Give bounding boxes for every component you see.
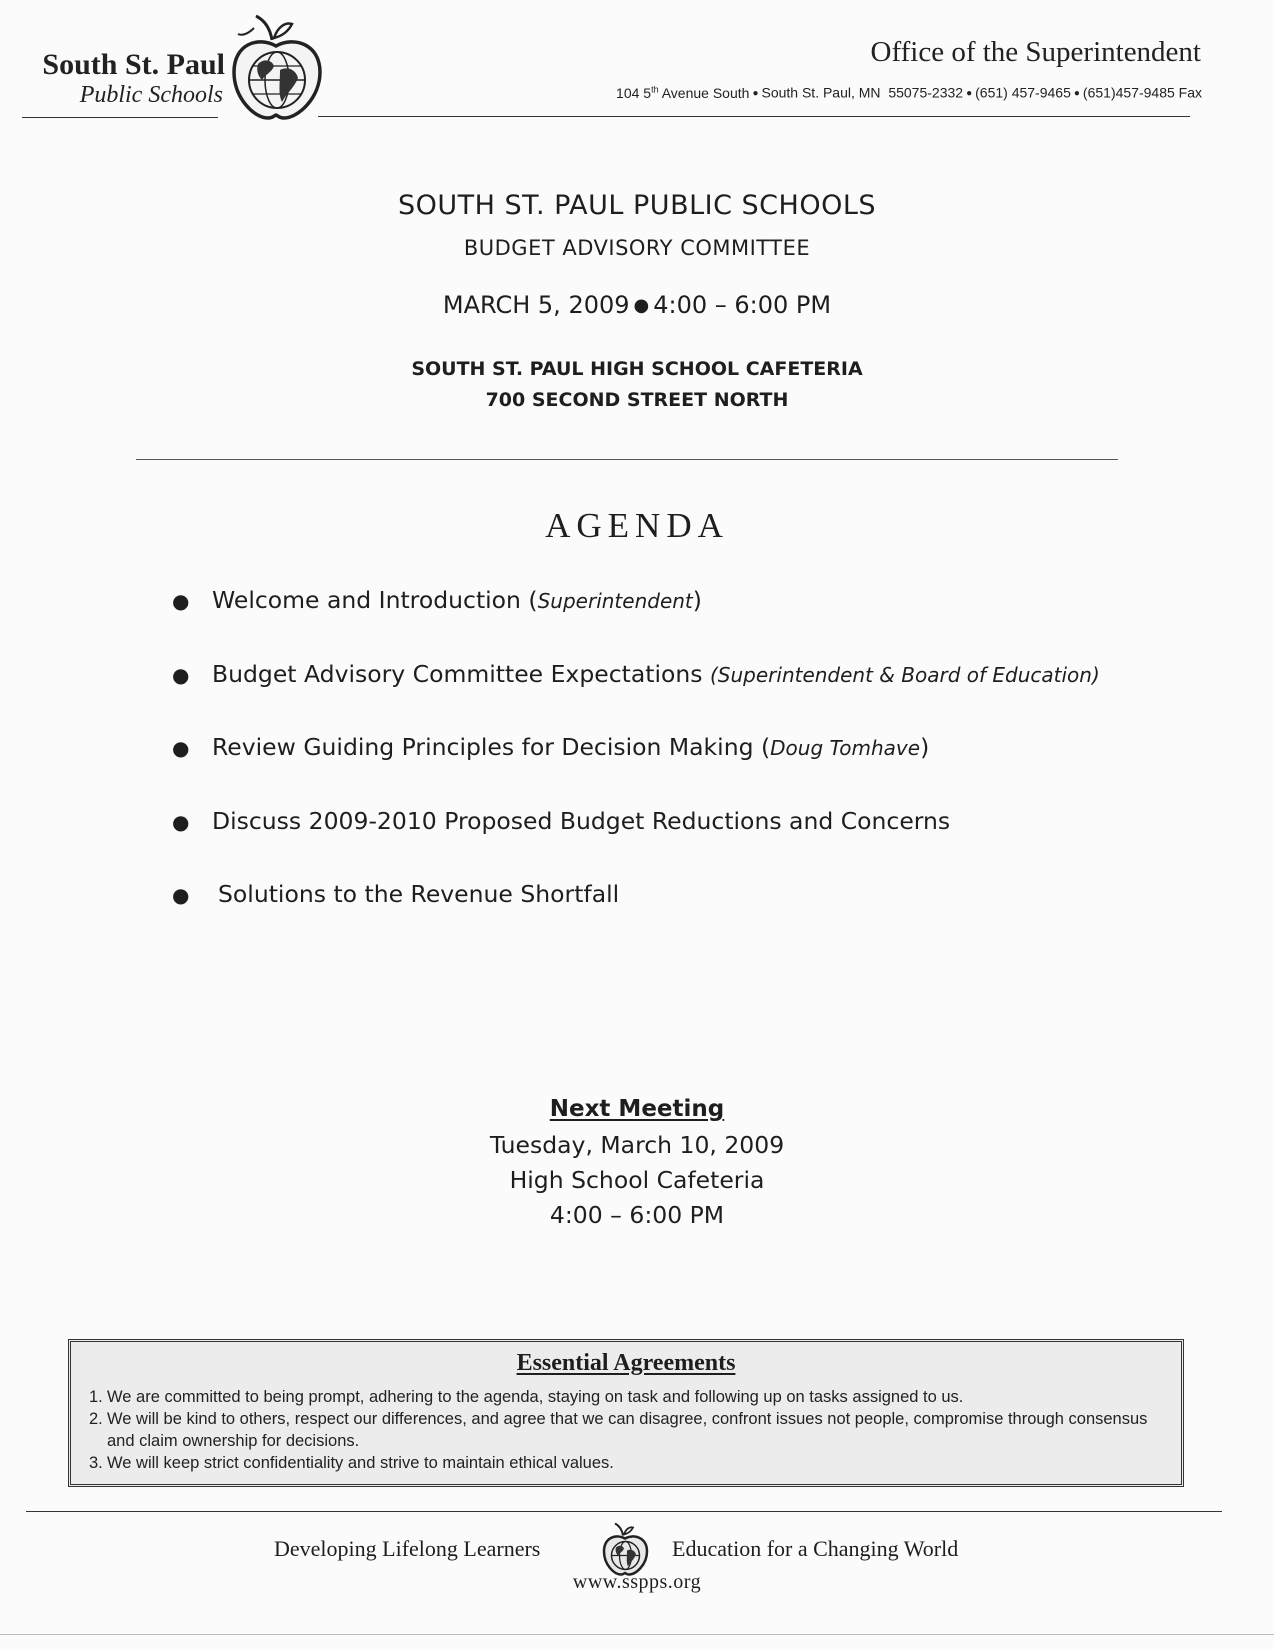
district-name: South St. Paul [42, 48, 225, 81]
agreement-item: 2. We will be kind to others, respect our differences, and agree that we can disagree, confront issues not people, compromise through consensus and claim ownership for decisions. [89, 1410, 1148, 1450]
agenda-item: ● Welcome and Introduction (Superintendent) [172, 586, 702, 614]
agenda-presenter: Doug Tomhave [770, 736, 921, 760]
agenda-presenter: Superintendent [537, 589, 693, 613]
agenda-item: ● Discuss 2009-2010 Proposed Budget Reductions and Concerns [172, 806, 951, 835]
footer-tagline-right: Education for a Changing World [672, 1536, 959, 1561]
agenda-item: ● Solutions to the Revenue Shortfall [172, 880, 620, 908]
meeting-date: MARCH 5, 2009 [442, 291, 630, 319]
bullet-icon: ● [172, 589, 190, 613]
meeting-street: 700 SECOND STREET NORTH [485, 389, 789, 411]
footer-divider [26, 1511, 1222, 1512]
phone-number: (651) 457-9465 [975, 84, 1071, 101]
section-divider [136, 459, 1118, 460]
header-divider [318, 116, 1190, 117]
bullet-icon: ● [172, 809, 190, 834]
district-subtitle: Public Schools [79, 82, 223, 108]
agreement-item: 1. We are committed to being prompt, adhering to the agenda, staying on task and following up on tasks assigned to us. [89, 1388, 964, 1406]
agenda-list [170, 586, 1170, 954]
next-meeting-time: 4:00 – 6:00 PM [549, 1201, 725, 1229]
agenda-item: ● Review Guiding Principles for Decision Making (Doug Tomhave) [172, 733, 930, 761]
bullet-icon: ● [172, 662, 190, 687]
agenda-presenter: (Superintendent & Board of Education) [709, 662, 1100, 687]
website-link[interactable]: www.sspps.org [572, 1571, 702, 1593]
essential-agreements-box [68, 1339, 1184, 1487]
office-title: Office of the Superintendent [870, 36, 1201, 68]
agenda-item: ● Budget Advisory Committee Expectations (Superintendent & Board of Education) [172, 659, 1100, 688]
meeting-time: 4:00 – 6:00 PM [653, 291, 832, 319]
agreements-list [89, 1386, 1169, 1474]
agenda-title: AGENDA [545, 506, 729, 545]
footer-tagline-left: Developing Lifelong Learners [274, 1536, 541, 1561]
fax-number: (651)457-9485 Fax [1082, 84, 1202, 101]
office-address: 104 5th Avenue South ● South St. Paul, MN 55075-2332 ● (651) 457-9465 ● (651)457-9485 Fax [616, 84, 1202, 101]
page-bottom-edge [0, 1634, 1274, 1635]
essential-agreements-title: Essential Agreements [516, 1350, 736, 1376]
bullet-icon: ● [172, 883, 190, 907]
apple-globe-footer-icon [601, 1522, 649, 1578]
agreement-item: 3. We will keep strict confidentiality and strive to maintain ethical values. [89, 1454, 614, 1472]
meeting-datetime: MARCH 5, 2009 ● 4:00 – 6:00 PM [442, 291, 832, 319]
next-meeting-heading: Next Meeting [549, 1096, 725, 1122]
address-street: 104 5th Avenue South [616, 84, 750, 101]
bullet-icon: ● [172, 736, 190, 760]
committee-heading: BUDGET ADVISORY COMMITTEE [463, 236, 811, 260]
brand-underline [22, 117, 218, 118]
meeting-venue: SOUTH ST. PAUL HIGH SCHOOL CAFETERIA [411, 358, 863, 380]
address-city: South St. Paul, MN [761, 84, 881, 101]
next-meeting-date: Tuesday, March 10, 2009 [489, 1131, 785, 1159]
address-zip: 55075-2332 [888, 84, 964, 101]
next-meeting-place: High School Cafeteria [509, 1166, 765, 1194]
apple-globe-logo-icon [228, 14, 324, 124]
district-heading: SOUTH ST. PAUL PUBLIC SCHOOLS [397, 190, 877, 221]
